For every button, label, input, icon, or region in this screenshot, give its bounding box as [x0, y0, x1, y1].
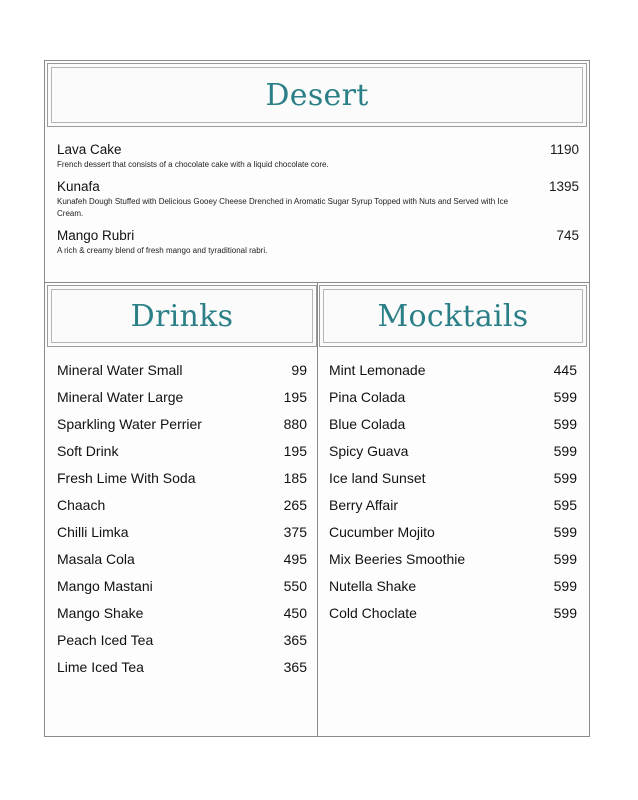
- mocktails-item: [329, 469, 577, 496]
- drinks-item-price: 450: [283, 605, 307, 621]
- mocktails-item-name: Ice land Sunset: [329, 470, 426, 486]
- drinks-item: [57, 523, 307, 550]
- mocktails-item-price: 599: [553, 551, 577, 567]
- mocktails-item-name: Cucumber Mojito: [329, 524, 435, 540]
- drinks-item-price: 99: [291, 362, 307, 378]
- drinks-item-name: Masala Cola: [57, 551, 135, 567]
- drinks-item-price: 495: [283, 551, 307, 567]
- drinks-item: [57, 469, 307, 496]
- mocktails-item-price: 599: [553, 470, 577, 486]
- mocktails-item-name: Mint Lemonade: [329, 362, 426, 378]
- mocktails-item-price: 599: [553, 524, 577, 540]
- drinks-item-price: 195: [283, 389, 307, 405]
- drinks-item: [57, 496, 307, 523]
- drinks-item-name: Mineral Water Large: [57, 389, 184, 405]
- mocktails-item-name: Blue Colada: [329, 416, 406, 432]
- menu-page: [44, 60, 590, 737]
- drinks-item-name: Soft Drink: [57, 443, 119, 459]
- drinks-item-name: Chaach: [57, 497, 106, 513]
- desert-item-price: 745: [556, 228, 579, 243]
- mocktails-item-name: Cold Choclate: [329, 605, 417, 621]
- mocktails-item-name: Nutella Shake: [329, 578, 417, 594]
- desert-item: [57, 178, 579, 220]
- mocktails-item: [329, 550, 577, 577]
- drinks-item-name: Fresh Lime With Soda: [57, 470, 196, 486]
- desert-item-price: 1190: [549, 142, 579, 157]
- drinks-item-price: 880: [283, 416, 307, 432]
- mocktails-item: [329, 442, 577, 469]
- drinks-list: [57, 361, 307, 685]
- drinks-item-name: Chilli Limka: [57, 524, 129, 540]
- drinks-item-name: Mango Shake: [57, 605, 144, 621]
- drinks-header: [47, 285, 317, 347]
- desert-item-name: Kunafa: [57, 179, 100, 194]
- drinks-item-price: 375: [283, 524, 307, 540]
- drinks-item-name: Sparkling Water Perrier: [57, 416, 202, 432]
- desert-header: [47, 63, 587, 127]
- drinks-item-price: 195: [283, 443, 307, 459]
- mocktails-item: [329, 496, 577, 523]
- mocktails-item-name: Berry Affair: [329, 497, 398, 513]
- mocktails-item: [329, 523, 577, 550]
- desert-item: [57, 227, 579, 257]
- mocktails-title: Mocktails: [377, 298, 529, 334]
- drinks-item-price: 550: [283, 578, 307, 594]
- mocktails-item-price: 599: [553, 578, 577, 594]
- mocktails-item-price: 445: [553, 362, 577, 378]
- drinks-item-price: 365: [283, 632, 307, 648]
- drinks-item: [57, 550, 307, 577]
- drinks-item: [57, 361, 307, 388]
- desert-title: Desert: [265, 77, 369, 113]
- mocktails-item: [329, 604, 577, 631]
- desert-item-name: Mango Rubri: [57, 228, 135, 243]
- drinks-item: [57, 631, 307, 658]
- desert-item: [57, 141, 579, 171]
- mocktails-item: [329, 361, 577, 388]
- drinks-item-name: Mineral Water Small: [57, 362, 183, 378]
- mocktails-item-name: Spicy Guava: [329, 443, 409, 459]
- mocktails-item-price: 595: [553, 497, 577, 513]
- mocktails-item-price: 599: [553, 416, 577, 432]
- mocktails-list: [329, 361, 577, 631]
- desert-item-price: 1395: [548, 179, 579, 194]
- desert-item-description: French dessert that consists of a chocolate cake with a liquid chocolate core.: [57, 160, 329, 169]
- mocktails-item-name: Mix Beeries Smoothie: [329, 551, 466, 567]
- drinks-item: [57, 604, 307, 631]
- drinks-item: [57, 388, 307, 415]
- mocktails-item-name: Pina Colada: [329, 389, 406, 405]
- drinks-item-name: Peach Iced Tea: [57, 632, 154, 648]
- drinks-title: Drinks: [130, 298, 234, 334]
- mocktails-item: [329, 577, 577, 604]
- mocktails-item: [329, 388, 577, 415]
- drinks-item: [57, 415, 307, 442]
- mocktails-header: [319, 285, 587, 347]
- drinks-item-name: Lime Iced Tea: [57, 659, 144, 675]
- mocktails-item: [329, 415, 577, 442]
- drinks-item-name: Mango Mastani: [57, 578, 153, 594]
- desert-item-description: Kunafeh Dough Stuffed with Delicious Gooey Cheese Drenched in Aromatic Sugar Syrup Topped with Nuts and Served with Ice Cream.: [57, 197, 509, 218]
- drinks-item: [57, 442, 307, 469]
- drinks-item: [57, 658, 307, 685]
- drinks-item-price: 265: [283, 497, 307, 513]
- mocktails-item-price: 599: [553, 605, 577, 621]
- desert-item-name: Lava Cake: [57, 142, 122, 157]
- drinks-item-price: 365: [283, 659, 307, 675]
- desert-item-description: A rich & creamy blend of fresh mango and tyraditional rabri.: [57, 246, 268, 255]
- drinks-item-price: 185: [283, 470, 307, 486]
- mocktails-item-price: 599: [553, 443, 577, 459]
- column-divider: [317, 282, 318, 736]
- desert-list: [57, 141, 579, 264]
- mocktails-item-price: 599: [553, 389, 577, 405]
- drinks-item: [57, 577, 307, 604]
